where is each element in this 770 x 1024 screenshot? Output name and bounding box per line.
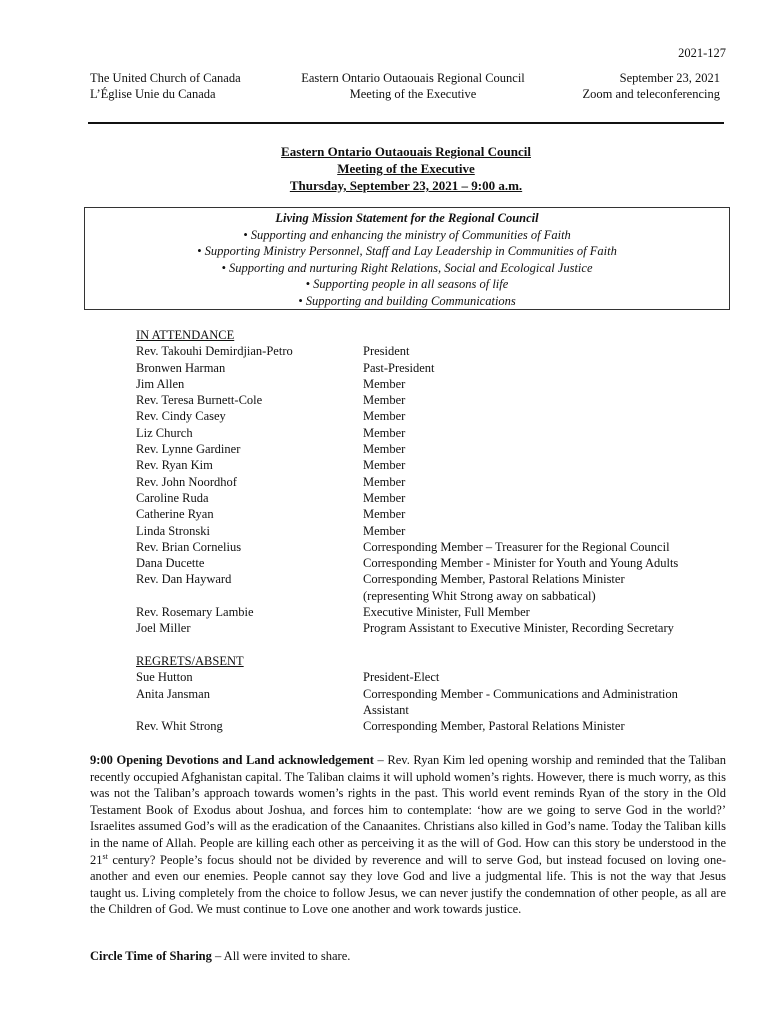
person-name: Catherine Ryan: [136, 507, 214, 522]
header-left: [90, 70, 241, 102]
person-role: Corresponding Member, Pastoral Relations Minister: [363, 719, 625, 734]
church-name-fr: L’Église Unie du Canada: [90, 87, 216, 101]
mission-item: • Supporting Ministry Personnel, Staff and Lay Leadership in Communities of Faith: [197, 244, 617, 259]
attendance-list: [136, 327, 736, 734]
devotions-text-a: – Rev. Ryan Kim led opening worship and reminded that the Taliban recently occupied Afghanistan capital. The Taliban claims it will uphold women’s rights. However, there is much worry, as this was not the Taliban’s approach towards women’s rights in the past. This world event reminds Ryan of the story in the Old Testament Book of Exodus about Joshua, and forces him to contemplate: ‘how are we going to serve God in the world?’ Israelites assumed God’s will as the eradication of the Canaanites. Christians also killed in God’s name. Today the Taliban kills in the name of Allah. People are killing each other as perceiving it as the will of God. How can this story be understood in the 21: [90, 753, 726, 867]
person-role: Corresponding Member - Minister for Youth and Young Adults: [363, 556, 679, 571]
devotions-text-b: century? People’s focus should not be divided by reverence and will to serve God, but instead focused on loving one-another and even our enemies. People cannot say they love God and live a judgmental life. This is not the way that Jesus taught us. Living completely from the choice to follow Jesus, we can never justify the condemnation of other people, as all are the Children of God. We must continue to Love one another and work towards justice.: [90, 852, 726, 917]
sharing-heading: Circle Time of Sharing: [90, 949, 212, 963]
person-role: Member: [363, 458, 406, 473]
mission-item: • Supporting people in all seasons of life: [305, 277, 509, 292]
spacer: [136, 637, 736, 653]
attendance-row: [136, 408, 736, 424]
attendance-row: [136, 620, 736, 636]
person-name: Anita Jansman: [136, 686, 210, 701]
title-line-1: Eastern Ontario Outaouais Regional Council: [281, 144, 531, 159]
person-role: Corresponding Member - Communications and Administration: [363, 686, 678, 701]
mission-statement-box: [84, 207, 730, 310]
attendance-row: [136, 539, 736, 555]
person-role: Member: [363, 474, 406, 489]
person-role: Corresponding Member, Pastoral Relations Minister: [363, 572, 625, 587]
devotions-paragraph: [90, 752, 726, 918]
attendance-rows: [136, 343, 736, 636]
header-center: [288, 70, 538, 102]
person-name: Rev. Rosemary Lambie: [136, 605, 254, 620]
devotions-heading: 9:00 Opening Devotions and Land acknowledgement: [90, 753, 374, 767]
regrets-row: [136, 702, 736, 718]
person-name: Rev. Brian Cornelius: [136, 539, 242, 554]
attendance-row: [136, 457, 736, 473]
document-number: 2021-127: [678, 46, 726, 60]
person-name: Rev. John Noordhof: [136, 474, 237, 489]
regrets-heading-row: [136, 653, 736, 669]
header-right: [583, 70, 720, 102]
attendance-row: [136, 506, 736, 522]
meeting-date: September 23, 2021: [619, 71, 720, 85]
person-role: Assistant: [363, 702, 409, 717]
person-role: President-Elect: [363, 670, 440, 685]
title-line-2: Meeting of the Executive: [337, 161, 475, 176]
person-role: Program Assistant to Executive Minister, Recording Secretary: [363, 621, 674, 636]
ordinal-suffix: st: [102, 851, 108, 861]
sharing-text: – All were invited to share.: [211, 949, 351, 963]
title-line-3: Thursday, September 23, 2021 – 9:00 a.m.: [289, 178, 523, 193]
attendance-row: [136, 604, 736, 620]
person-name: Joel Miller: [136, 621, 191, 636]
person-name: Rev. Cindy Casey: [136, 409, 226, 424]
meeting-location: Zoom and teleconferencing: [582, 87, 720, 101]
person-name: Rev. Lynne Gardiner: [136, 442, 241, 457]
attendance-row: [136, 474, 736, 490]
mission-item: • Supporting and nurturing Right Relations, Social and Ecological Justice: [221, 260, 593, 275]
person-name: Caroline Ruda: [136, 490, 209, 505]
person-name: Rev. Dan Hayward: [136, 572, 232, 587]
person-name: Rev. Takouhi Demirdjian-Petro: [136, 344, 293, 359]
attendance-row: [136, 392, 736, 408]
attendance-row: [136, 490, 736, 506]
attendance-row: [136, 571, 736, 587]
person-role: Past-President: [363, 360, 435, 375]
person-role: Member: [363, 393, 406, 408]
person-role: Member: [363, 523, 406, 538]
council-name: Eastern Ontario Outaouais Regional Council: [301, 71, 525, 85]
regrets-row: [136, 686, 736, 702]
regrets-rows: [136, 669, 736, 734]
person-role: Member: [363, 442, 406, 457]
person-role: President: [363, 344, 410, 359]
attendance-row: [136, 441, 736, 457]
person-role: Corresponding Member – Treasurer for the Regional Council: [363, 539, 670, 554]
mission-item: • Supporting and building Communications: [298, 293, 516, 308]
person-role: Member: [363, 425, 406, 440]
document-title: [88, 143, 724, 194]
person-name: Rev. Teresa Burnett-Cole: [136, 393, 263, 408]
person-name: Sue Hutton: [136, 670, 193, 685]
sharing-paragraph: [90, 948, 726, 965]
regrets-heading: REGRETS/ABSENT: [136, 653, 244, 668]
person-role: Executive Minister, Full Member: [363, 605, 530, 620]
attendance-row: [136, 425, 736, 441]
attendance-row: [136, 376, 736, 392]
person-name: Bronwen Harman: [136, 360, 226, 375]
attendance-heading: IN ATTENDANCE: [136, 328, 235, 342]
person-name: Rev. Ryan Kim: [136, 458, 213, 473]
attendance-row: [136, 555, 736, 571]
attendance-row: [136, 343, 736, 359]
person-role: Member: [363, 409, 406, 424]
person-name: Liz Church: [136, 425, 193, 440]
attendance-heading-row: [136, 327, 736, 343]
attendance-row: [136, 360, 736, 376]
person-name: Dana Ducette: [136, 556, 205, 571]
person-role: (representing Whit Strong away on sabbatical): [363, 588, 596, 603]
attendance-row: [136, 523, 736, 539]
person-name: Rev. Whit Strong: [136, 719, 223, 734]
mission-heading: Living Mission Statement for the Regional Council: [275, 211, 539, 225]
regrets-row: [136, 718, 736, 734]
meeting-name: Meeting of the Executive: [349, 87, 477, 101]
header-rule: [88, 122, 724, 124]
person-role: Member: [363, 490, 406, 505]
attendance-row: [136, 588, 736, 604]
person-name: Jim Allen: [136, 376, 185, 391]
person-role: Member: [363, 507, 406, 522]
person-role: Member: [363, 376, 406, 391]
mission-item: • Supporting and enhancing the ministry of Communities of Faith: [243, 227, 571, 242]
church-name-en: The United Church of Canada: [90, 71, 241, 85]
regrets-row: [136, 669, 736, 685]
person-name: Linda Stronski: [136, 523, 210, 538]
